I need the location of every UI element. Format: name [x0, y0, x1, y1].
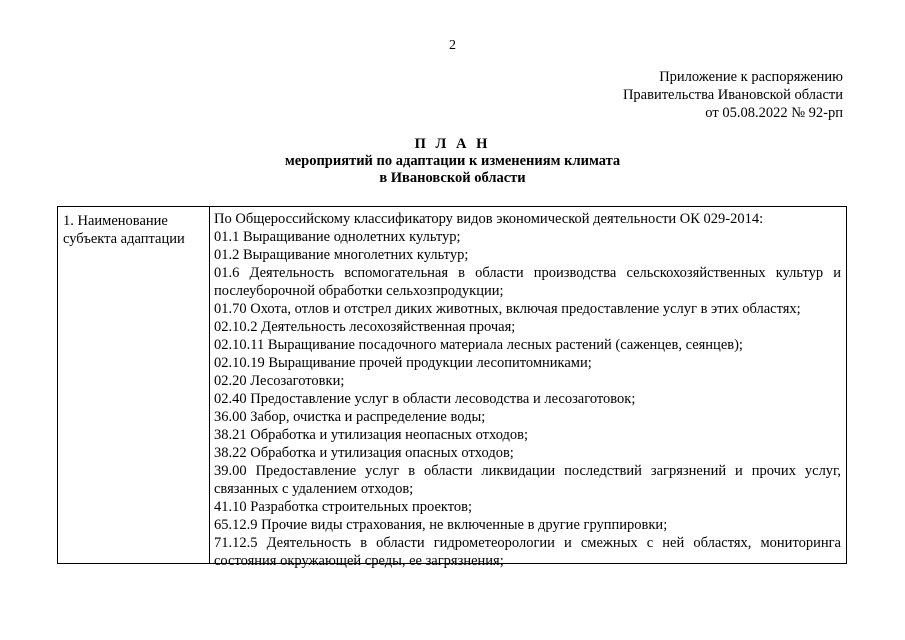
page-number: 2	[449, 38, 456, 53]
appendix-header	[623, 68, 843, 122]
appendix-line-2: Правительства Ивановской области	[622, 87, 843, 103]
classifier-item: 38.21 Обработка и утилизация неопасных отходов;	[214, 427, 529, 443]
title-subtitle-line-2: в Ивановской области	[379, 170, 526, 186]
appendix-line-3: от 05.08.2022 № 92-рп	[705, 105, 843, 121]
classifier-item: 36.00 Забор, очистка и распределение воды;	[214, 409, 486, 425]
classifier-item: 02.10.2 Деятельность лесохозяйственная прочая;	[214, 319, 516, 335]
classifier-item: 65.12.9 Прочие виды страхования, не включенные в другие группировки;	[214, 517, 668, 533]
classifier-item: 02.20 Лесозаготовки;	[214, 373, 345, 389]
classifier-intro: По Общероссийскому классификатору видов экономической деятельности ОК 029-2014:	[214, 211, 764, 227]
classifier-item: 01.6 Деятельность вспомогательная в области производства сельскохозяйственных культур и послеуборочной обработки сельхозпродукции;	[214, 265, 841, 299]
appendix-line-1: Приложение к распоряжению	[659, 69, 843, 85]
classifier-item: 01.70 Охота, отлов и отстрел диких животных, включая предоставление услуг в этих областях;	[214, 301, 801, 317]
plan-table	[57, 206, 847, 569]
table-cell-label: 1. Наименование субъекта адаптации	[58, 207, 210, 563]
classifier-item: 41.10 Разработка строительных проектов;	[214, 499, 473, 515]
title-plan: П Л А Н	[414, 136, 491, 152]
classifier-item: 02.10.19 Выращивание прочей продукции лесопитомниками;	[214, 355, 592, 371]
classifier-item: 71.12.5 Деятельность в области гидрометеорологии и смежных с ней областях, мониторинга состояния окружающей среды, ее загрязнения;	[214, 535, 841, 569]
classifier-item: 38.22 Обработка и утилизация опасных отходов;	[214, 445, 514, 461]
document-title	[0, 136, 905, 187]
classifier-item: 01.1 Выращивание однолетних культур;	[214, 229, 461, 245]
classifier-item: 39.00 Предоставление услуг в области ликвидации последствий загрязнений и прочих услуг, связанных с удалением отходов;	[214, 463, 841, 497]
classifier-item: 01.2 Выращивание многолетних культур;	[214, 247, 469, 263]
table-cell-content	[210, 207, 846, 569]
classifier-item: 02.40 Предоставление услуг в области лесоводства и лесозаготовок;	[214, 391, 636, 407]
title-subtitle-line-1: мероприятий по адаптации к изменениям климата	[284, 153, 621, 169]
classifier-item: 02.10.11 Выращивание посадочного материала лесных растений (саженцев, сеянцев);	[214, 337, 743, 353]
